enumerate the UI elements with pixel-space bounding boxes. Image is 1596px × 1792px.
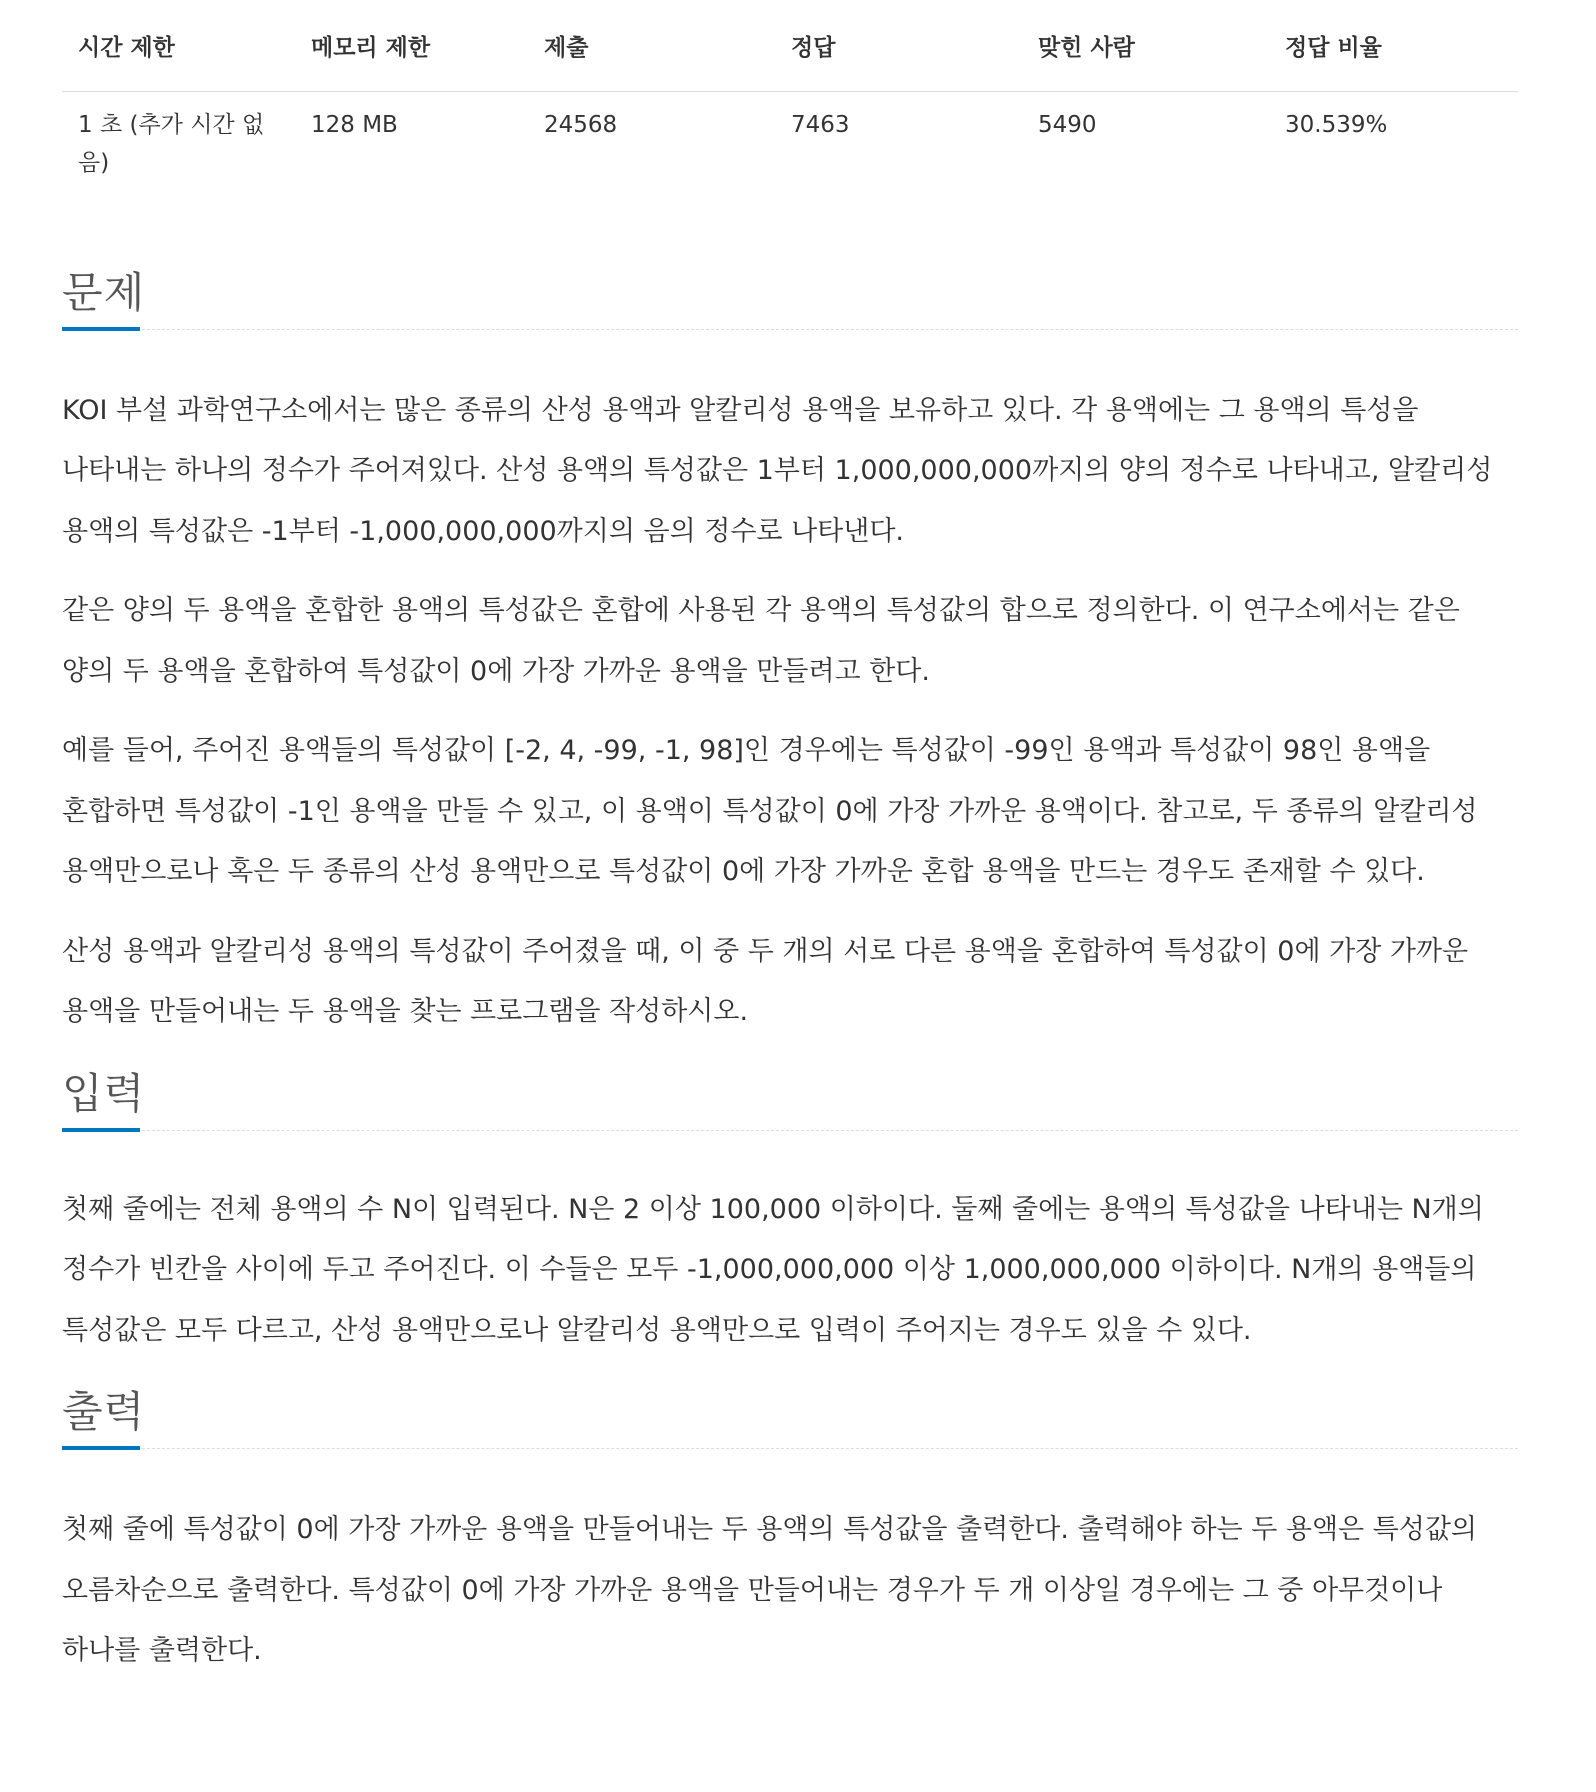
problem-section <box>62 228 1518 1043</box>
output-section <box>62 1369 1518 1682</box>
stats-value-row <box>62 91 1518 194</box>
solvers-value: 5490 <box>1038 111 1097 138</box>
problem-section-header <box>62 228 1518 330</box>
memory-limit-value: 128 MB <box>311 111 398 138</box>
accepted-header: 정답 <box>775 0 1022 91</box>
section-title-underline <box>62 1128 140 1132</box>
stats-header-row <box>62 0 1518 91</box>
time-limit-header: 시간 제한 <box>62 0 295 91</box>
accept-ratio-value: 30.539% <box>1285 111 1388 138</box>
problem-paragraph: 같은 양의 두 용액을 혼합한 용액의 특성값은 혼합에 사용된 각 용액의 특성값의 합으로 정의한다. 이 연구소에서는 같은 양의 두 용액을 혼합하여 특성값이 0에 가장 가까운 용액을 만들려고 한다. <box>62 595 1460 687</box>
section-title-underline <box>62 327 140 331</box>
problem-paragraph: KOI 부설 과학연구소에서는 많은 종류의 산성 용액과 알칼리성 용액을 보유하고 있다. 각 용액에는 그 용액의 특성을 나타내는 하나의 정수가 주어져있다. 산성 용액의 특성값은 1부터 1,000,000,000까지의 양의 정수로 나타내고, 알칼리성 용액의 특성값은 -1부터 -1,000,000,000까지의 음의 정수로 나타낸다. <box>62 394 1493 547</box>
input-description <box>62 1131 1518 1362</box>
output-paragraph: 첫째 줄에 특성값이 0에 가장 가까운 용액을 만들어내는 두 용액의 특성값을 출력한다. 출력해야 하는 두 용액은 특성값의 오름차순으로 출력한다. 특성값이 0에 가장 가까운 용액을 만들어내는 경우가 두 개 이상일 경우에는 그 중 아무것이나 하나를 출력한다. <box>62 1514 1478 1666</box>
input-paragraph: 첫째 줄에는 전체 용액의 수 N이 입력된다. N은 2 이상 100,000 이하이다. 둘째 줄에는 용액의 특성값을 나타내는 N개의 정수가 빈칸을 사이에 두고 주어진다. 이 수들은 모두 -1,000,000,000 이상 1,000,000,000 이하이다. N개의 용액들의 특성값은 모두 다르고, 산성 용액만으로나 알칼리성 용액만으로 입력이 주어지는 경우도 있을 수 있다. <box>62 1193 1484 1346</box>
output-section-header <box>62 1369 1518 1449</box>
output-section-title: 출력 <box>62 1387 146 1436</box>
problem-page <box>62 0 1518 1682</box>
section-title-underline <box>62 1446 140 1450</box>
output-description <box>62 1449 1518 1682</box>
problem-paragraph: 산성 용액과 알칼리성 용액의 특성값이 주어졌을 때, 이 중 두 개의 서로 다른 용액을 혼합하여 특성값이 0에 가장 가까운 용액을 만들어내는 두 용액을 찾는 프로그램을 작성하시오. <box>62 935 1469 1027</box>
submissions-value: 24568 <box>544 111 618 138</box>
accept-ratio-header: 정답 비율 <box>1269 0 1518 91</box>
problem-stats-table <box>62 0 1518 194</box>
submissions-header: 제출 <box>528 0 775 91</box>
problem-section-title: 문제 <box>62 267 146 317</box>
problem-paragraph: 예를 들어, 주어진 용액들의 특성값이 [-2, 4, -99, -1, 98]인 경우에는 특성값이 -99인 용액과 특성값이 98인 용액을 혼합하면 특성값이 -1인 용액을 만들 수 있고, 이 용액이 특성값이 0에 가장 가까운 용액이다. 참고로, 두 종류의 알칼리성 용액만으로나 혹은 두 종류의 산성 용액만으로 특성값이 0에 가장 가까운 혼합 용액을 만드는 경우도 존재할 수 있다. <box>62 735 1478 887</box>
accepted-value: 7463 <box>791 111 850 138</box>
input-section-header <box>62 1051 1518 1131</box>
time-limit-value: 1 초 (추가 시간 없음) <box>78 111 265 176</box>
memory-limit-header: 메모리 제한 <box>295 0 528 91</box>
solvers-header: 맞힌 사람 <box>1022 0 1269 91</box>
input-section <box>62 1051 1518 1362</box>
input-section-title: 입력 <box>62 1068 146 1118</box>
problem-description <box>62 330 1518 1043</box>
